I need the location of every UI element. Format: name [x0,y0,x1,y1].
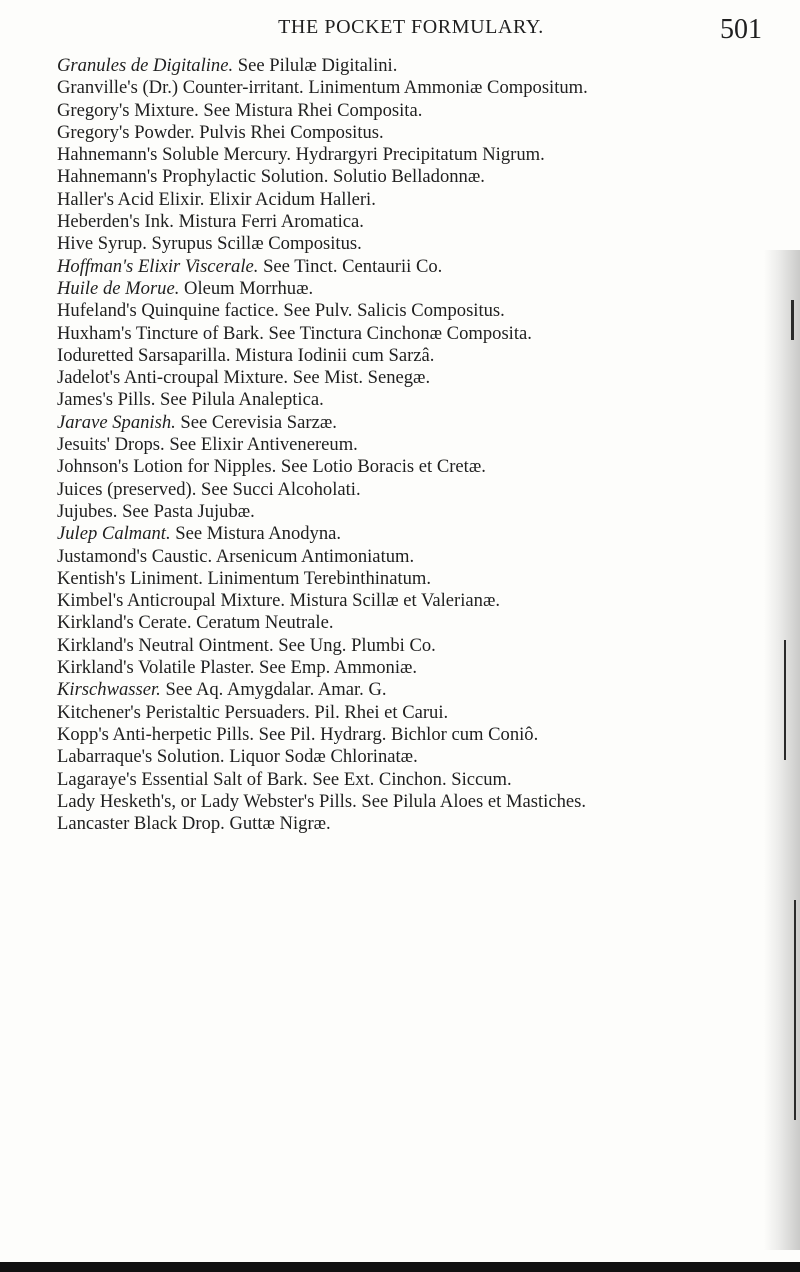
formulary-entry [57,56,757,76]
entry-reference: Mistura Ferri Aromatica. [173,211,364,233]
entry-reference: Pil. Rhei et Carui. [309,701,449,723]
formulary-entry [57,725,757,745]
formulary-entries [57,56,757,836]
entry-reference: See Mistura Anodyna. [170,523,342,545]
entry-term: Heberden's Ink. [57,211,174,233]
entry-reference: See Ung. Plumbi Co. [273,634,436,656]
formulary-entry [57,145,757,165]
entry-term: Juices (preserved). [57,478,197,500]
formulary-entry [57,547,757,567]
formulary-entry [57,190,757,210]
entry-reference: See Ext. Cinchon. Siccum. [307,768,512,790]
entry-reference: Hydrargyri Precipitatum Nigrum. [291,144,545,166]
formulary-entry [57,814,757,834]
entry-term: Jarave Spanish. [57,411,176,433]
entry-term: Hahnemann's Soluble Mercury. [57,144,291,166]
entry-reference: See Tinctura Cinchonæ Composita. [263,322,532,344]
formulary-entry [57,324,757,344]
formulary-entry [57,480,757,500]
page-edge-mark [791,300,794,340]
entry-reference: See Cerevisia Sarzæ. [175,411,337,433]
entry-reference: Elixir Acidum Halleri. [204,188,376,210]
entry-term: Lagaraye's Essential Salt of Bark. [57,768,308,790]
formulary-entry [57,613,757,633]
formulary-entry [57,591,757,611]
entry-reference: Solutio Belladonnæ. [328,166,485,188]
formulary-entry [57,101,757,121]
formulary-entry [57,502,757,522]
entry-term: Huxham's Tincture of Bark. [57,322,264,344]
entry-reference: Linimentum Ammoniæ Compositum. [303,77,588,99]
formulary-entry [57,524,757,544]
entry-term: Huile de Morue. [57,277,180,299]
formulary-entry [57,123,757,143]
entry-term: Kirkland's Volatile Plaster. [57,657,255,679]
entry-term: Gregory's Mixture. [57,99,199,121]
entry-term: Hufeland's Quinquine factice. [57,300,279,322]
entry-term: Kirschwasser. [57,679,161,701]
page-edge-mark [784,640,786,760]
formulary-entry [57,346,757,366]
formulary-entry [57,703,757,723]
entry-term: Hahnemann's Prophylactic Solution. [57,166,329,188]
entry-reference: See Mistura Rhei Composita. [198,99,423,121]
entry-term: Gregory's Powder. [57,121,195,143]
entry-term: Justamond's Caustic. [57,545,213,567]
formulary-entry [57,569,757,589]
entry-reference: See Pilula Aloes et Mastiches. [356,790,587,812]
entry-reference: See Pulv. Salicis Compositus. [278,300,505,322]
entry-term: Granules de Digitaline. [57,55,234,76]
entry-term: Kirkland's Neutral Ointment. [57,634,274,656]
entry-reference: See Elixir Antivenereum. [164,434,358,456]
page-number: 501 [720,14,762,45]
formulary-entry [57,435,757,455]
entry-term: Granville's (Dr.) Counter-irritant. [57,77,304,99]
entry-term: Kimbel's Anticroupal Mixture. [57,590,285,612]
entry-term: Labarraque's Solution. [57,746,225,768]
entry-term: Julep Calmant. [57,523,171,545]
page-edge-mark [794,900,796,1120]
entry-reference: Linimentum Terebinthinatum. [202,567,432,589]
entry-reference: Ceratum Neutrale. [191,612,334,634]
entry-reference: See Pasta Jujubæ. [117,500,255,522]
entry-reference: Mistura Iodinii cum Sarzâ. [230,344,435,366]
formulary-entry [57,368,757,388]
entry-reference: See Pilulæ Digitalini. [233,55,398,76]
formulary-entry [57,413,757,433]
entry-term: Kopp's Anti-herpetic Pills. [57,723,255,745]
formulary-entry [57,234,757,254]
entry-term: Jesuits' Drops. [57,434,165,456]
entry-reference: See Lotio Boracis et Cretæ. [276,456,486,478]
formulary-entry [57,257,757,277]
entry-term: Haller's Acid Elixir. [57,188,205,210]
entry-term: Lancaster Black Drop. [57,813,225,835]
entry-reference: See Pil. Hydrarg. Bichlor cum Coniô. [254,723,539,745]
entry-reference: See Aq. Amygdalar. Amar. G. [160,679,387,701]
entry-reference: Mistura Scillæ et Valerianæ. [285,590,501,612]
entry-reference: Guttæ Nigræ. [224,813,331,835]
page-header [60,14,762,50]
entry-term: Hive Syrup. [57,233,147,255]
entry-reference: Syrupus Scillæ Compositus. [146,233,362,255]
entry-term: Jadelot's Anti-croupal Mixture. [57,367,289,389]
bottom-page-edge [0,1262,800,1272]
entry-term: Jujubes. [57,500,118,522]
entry-reference: Oleum Morrhuæ. [179,277,314,299]
entry-term: Johnson's Lotion for Nipples. [57,456,277,478]
formulary-entry [57,747,757,767]
formulary-entry [57,78,757,98]
entry-reference: See Tinct. Centaurii Co. [258,255,443,277]
formulary-entry [57,457,757,477]
formulary-entry [57,279,757,299]
entry-reference: See Succi Alcoholati. [196,478,361,500]
formulary-entry [57,390,757,410]
entry-term: Kirkland's Cerate. [57,612,192,634]
entry-reference: See Emp. Ammoniæ. [254,657,418,679]
entry-term: Kentish's Liniment. [57,567,203,589]
entry-term: Hoffman's Elixir Viscerale. [57,255,259,277]
entry-reference: Liquor Sodæ Chlorinatæ. [224,746,418,768]
entry-term: Lady Hesketh's, or Lady Webster's Pills. [57,790,357,812]
entry-reference: Arsenicum Antimoniatum. [212,545,415,567]
running-title: THE POCKET FORMULARY. [278,16,544,38]
formulary-entry [57,301,757,321]
formulary-entry [57,680,757,700]
formulary-entry [57,770,757,790]
entry-term: Ioduretted Sarsaparilla. [57,344,231,366]
formulary-entry [57,792,757,812]
formulary-entry [57,212,757,232]
entry-term: Kitchener's Peristaltic Persuaders. [57,701,310,723]
formulary-entry [57,636,757,656]
entry-reference: See Pilula Analeptica. [155,389,324,411]
entry-term: James's Pills. [57,389,156,411]
entry-reference: See Mist. Senegæ. [288,367,431,389]
entry-reference: Pulvis Rhei Compositus. [194,121,384,143]
formulary-entry [57,167,757,187]
formulary-entry [57,658,757,678]
